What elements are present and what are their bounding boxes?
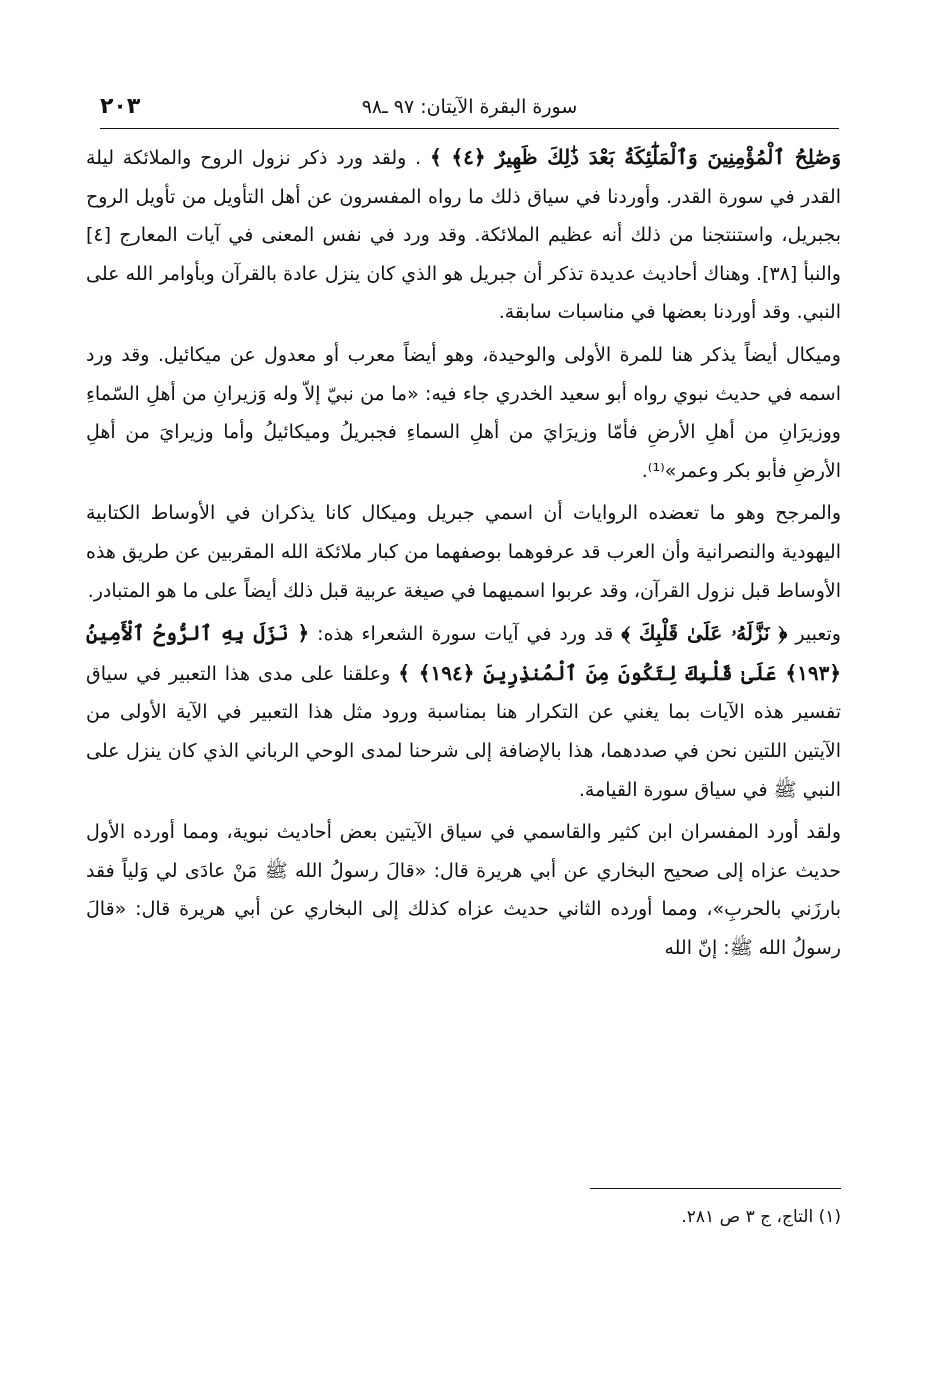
page-header xyxy=(100,92,839,126)
header-divider xyxy=(100,128,839,129)
paragraph-1 xyxy=(86,138,841,332)
quran-verse: وَصَٰلِحُ ٱلْمُؤْمِنِينَ وَٱلْمَلَٰٓئِكَةُ بَعْدَ ذَٰلِكَ ظَهِيرٌ ﴿٤﴾ ﴾ xyxy=(429,145,841,169)
paragraph-text: قد ورد في آيات سورة الشعراء هذه: xyxy=(317,623,614,646)
quran-phrase: ﴿ نَزَّلَهُۥ عَلَىٰ قَلْبِكَ ﴾ xyxy=(621,621,788,646)
paragraph-4 xyxy=(86,614,841,809)
page-body xyxy=(86,138,841,971)
footnote-divider xyxy=(590,1188,841,1189)
paragraph-text: والمرجح وهو ما تعضده الروايات أن اسمي جبريل وميكال كانا يذكران في الأوساط الكتابية اليهودية والنصرانية وأن العرب قد عرفوهما بوصفهما من كبار ملائكة الله المقربين عن طريق هذه الأوساط قبل نزول القرآن، وقد عربوا اسميهما في صيغة عربية قبل ذلك أيضاً على ما هو المتبادر. xyxy=(86,502,841,602)
paragraph-text: وعلقنا على مدى هذا التعبير في سياق تفسير هذه الآيات بما يغني عن التكرار هنا بمناسبة ورود مثل هذا التعبير في الآية الأولى من الآيتين اللتين نحن في صددهما، هذا بالإضافة إلى شرحنا لمدى الوحي الرباني الذي كان ينزل على النبي ﷺ في سياق سورة القيامة. xyxy=(86,662,841,801)
footnote: (١) التاج، ج ٣ ص ٢٨١. xyxy=(681,1207,841,1227)
paragraph-text: وميكال أيضاً يذكر هنا للمرة الأولى والوحيدة، وهو أيضاً معرب أو معدول عن ميكائيل. وقد ورد اسمه في حديث نبوي رواه أبو سعيد الخدري جاء فيه: «ما من نبيّ إلاّ وله وَزيرانِ من أهلِ السّماءِ ووزيرَانِ من أهلِ الأرضِ فأمّا وزيرَايَ من أهلِ السماءِ فجبريلُ وميكائيلُ وأما وزيرايَ من أهلِ الأرضِ فأبو بكر وعمر»⁽¹⁾. xyxy=(86,343,841,482)
paragraph-3 xyxy=(86,494,841,610)
paragraph-lead: وتعبير xyxy=(795,623,841,646)
paragraph-text: ولقد أورد المفسران ابن كثير والقاسمي في سياق الآيتين بعض أحاديث نبوية، ومما أورده الأول حديث عزاه إلى صحيح البخاري عن أبي هريرة قال: «قالَ رسولُ الله ﷺ مَنْ عادَى لي وَلياً فقد بارزَني بالحربِ»، ومما أورده الثاني حديث عزاه كذلك إلى البخاري عن أبي هريرة قال: «قالَ رسولُ الله ﷺ: إنّ الله xyxy=(86,821,841,959)
paragraph-text: . ولقد ورد ذكر نزول الروح والملائكة ليلة القدر في سورة القدر. وأوردنا في سياق ذلك ما رواه المفسرون عن أهل التأويل من تأويل الروح بجبريل، واستنتجنا من ذلك أنه عظيم الملائكة. وقد ورد في نفس المعنى في آيات المعارج [٤] والنبأ [٣٨]. وهناك أحاديث عديدة تذكر أن جبريل هو الذي كان ينزل عادة بالقرآن وبأوامر الله على النبي. وقد أوردنا بعضها في مناسبات سابقة. xyxy=(86,147,841,324)
paragraph-5 xyxy=(86,813,841,967)
paragraph-2 xyxy=(86,336,841,490)
running-title: سورة البقرة الآيتان: ٩٧ ـ٩٨ xyxy=(361,96,578,118)
quran-verse: ﴿ نَزَلَ بِهِ ٱلرُّوحُ ٱلْأَمِينُ ﴿١٩٣﴾ عَلَىٰ قَلْبِكَ لِتَكُونَ مِنَ ٱلْمُنذِرِينَ ﴿١٩٤﴾ ﴾ xyxy=(86,621,842,685)
page-number: ٢٠٣ xyxy=(100,94,141,119)
